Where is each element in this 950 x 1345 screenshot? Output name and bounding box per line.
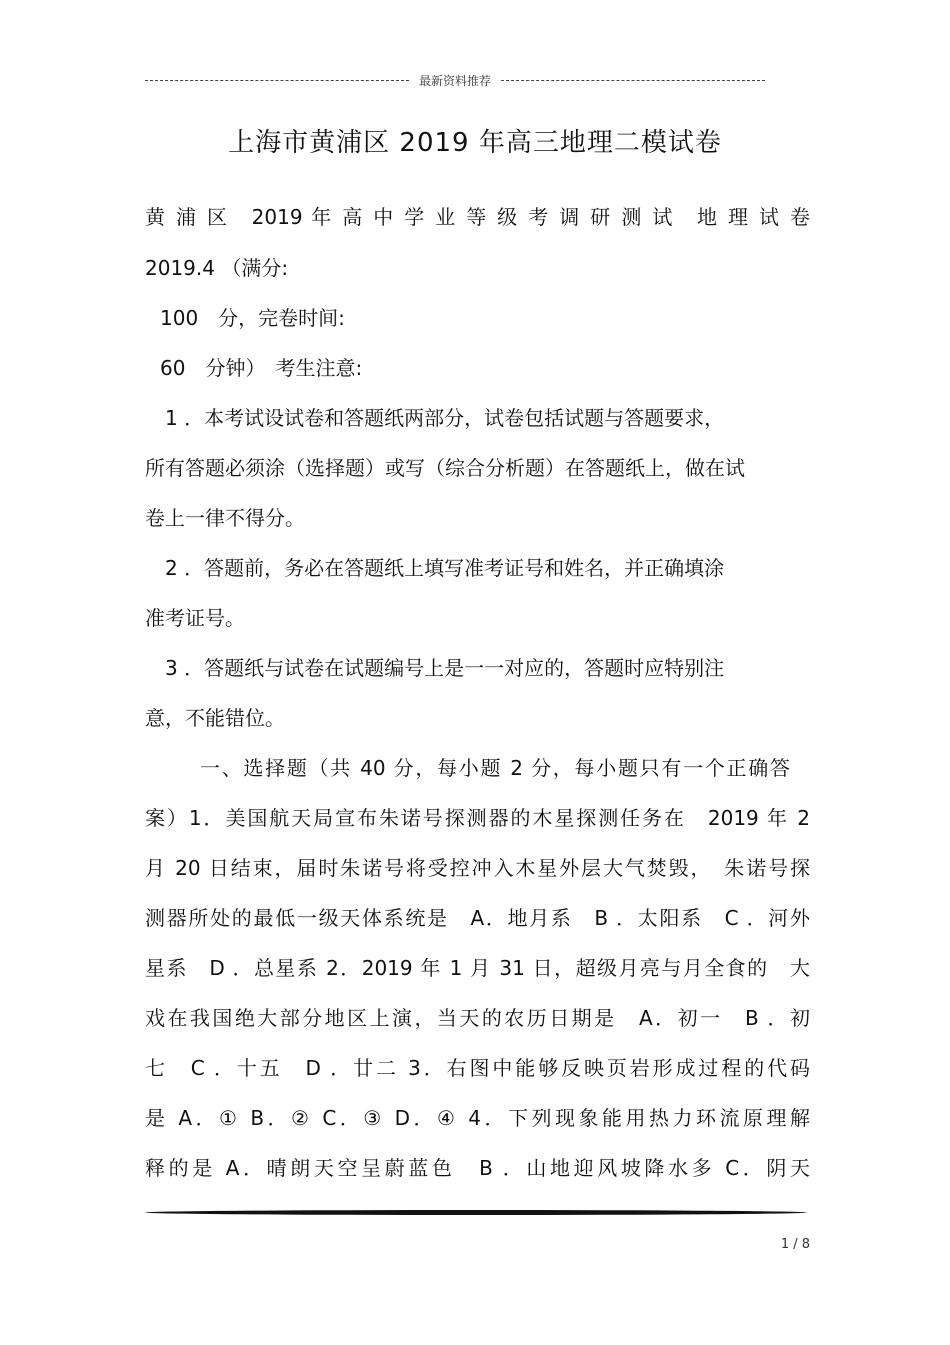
page-number: 1 / 8 <box>780 1237 810 1252</box>
notice-item-3-end: 意，不能错位。 <box>145 706 285 730</box>
page-header <box>145 70 765 90</box>
question-line: 是 A．① B．② C．③ D．④ 4．下列现象能用热力环流原理解 <box>145 1106 810 1130</box>
footer-rule <box>145 1210 807 1215</box>
document-title: 上海市黄浦区 2019 年高三地理二模试卷 <box>228 128 722 158</box>
question-line: 月 20 日结束，届时朱诺号将受控冲入木星外层大气焚毁， 朱诺号探 <box>145 856 810 880</box>
question-line: 星系 D ．总星系 2．2019 年 1 月 31 日，超级月亮与月全食的 大 <box>145 956 810 980</box>
question-line: 释的是 A．晴朗天空呈蔚蓝色 B ．山地迎风坡降水多 C．阴天 <box>145 1156 810 1180</box>
question-line: 案）1．美国航天局宣布朱诺号探测器的木星探测任务在 2019 年 2 <box>145 806 810 830</box>
question-line: 戏在我国绝大部分地区上演，当天的农历日期是 A．初一 B ．初 <box>145 1006 810 1030</box>
question-line: 七 C ．十五 D ．廿二 3．右图中能够反映页岩形成过程的代码 <box>145 1056 810 1080</box>
section-heading: 一、选择题（共 40 分，每小题 2 分，每小题只有一个正确答 <box>200 756 790 780</box>
exam-score-line: 100 分，完卷时间: <box>160 306 345 330</box>
notice-item-3: 3 ．答题纸与试卷在试题编号上是一一对应的，答题时应特别注 <box>165 656 725 680</box>
notice-item-1-end: 卷上一律不得分。 <box>145 506 305 530</box>
notice-item-1: 1 ．本考试设试卷和答题纸两部分，试卷包括试题与答题要求， <box>165 406 725 430</box>
notice-item-1-cont: 所有答题必须涂（选择题）或写（综合分析题）在答题纸上，做在试 <box>145 456 745 480</box>
notice-item-2: 2 ．答题前，务必在答题纸上填写准考证号和姓名，并正确填涂 <box>165 556 725 580</box>
exam-date-line: 2019.4 （满分: <box>145 256 289 280</box>
header-dashed-rule-right <box>501 80 765 81</box>
notice-item-2-end: 准考证号。 <box>145 606 245 630</box>
question-line: 测器所处的最低一级天体系统是 A．地月系 B ．太阳系 C ．河外 <box>145 906 810 930</box>
exam-subtitle: 黄 浦 区 2019 年 高 中 学 业 等 级 考 调 研 测 试 地 理 试 卷 <box>145 205 810 229</box>
header-dashed-rule-left <box>145 80 409 81</box>
header-label: 最新资料推荐 <box>419 73 492 88</box>
exam-time-line: 60 分钟） 考生注意: <box>160 356 363 380</box>
